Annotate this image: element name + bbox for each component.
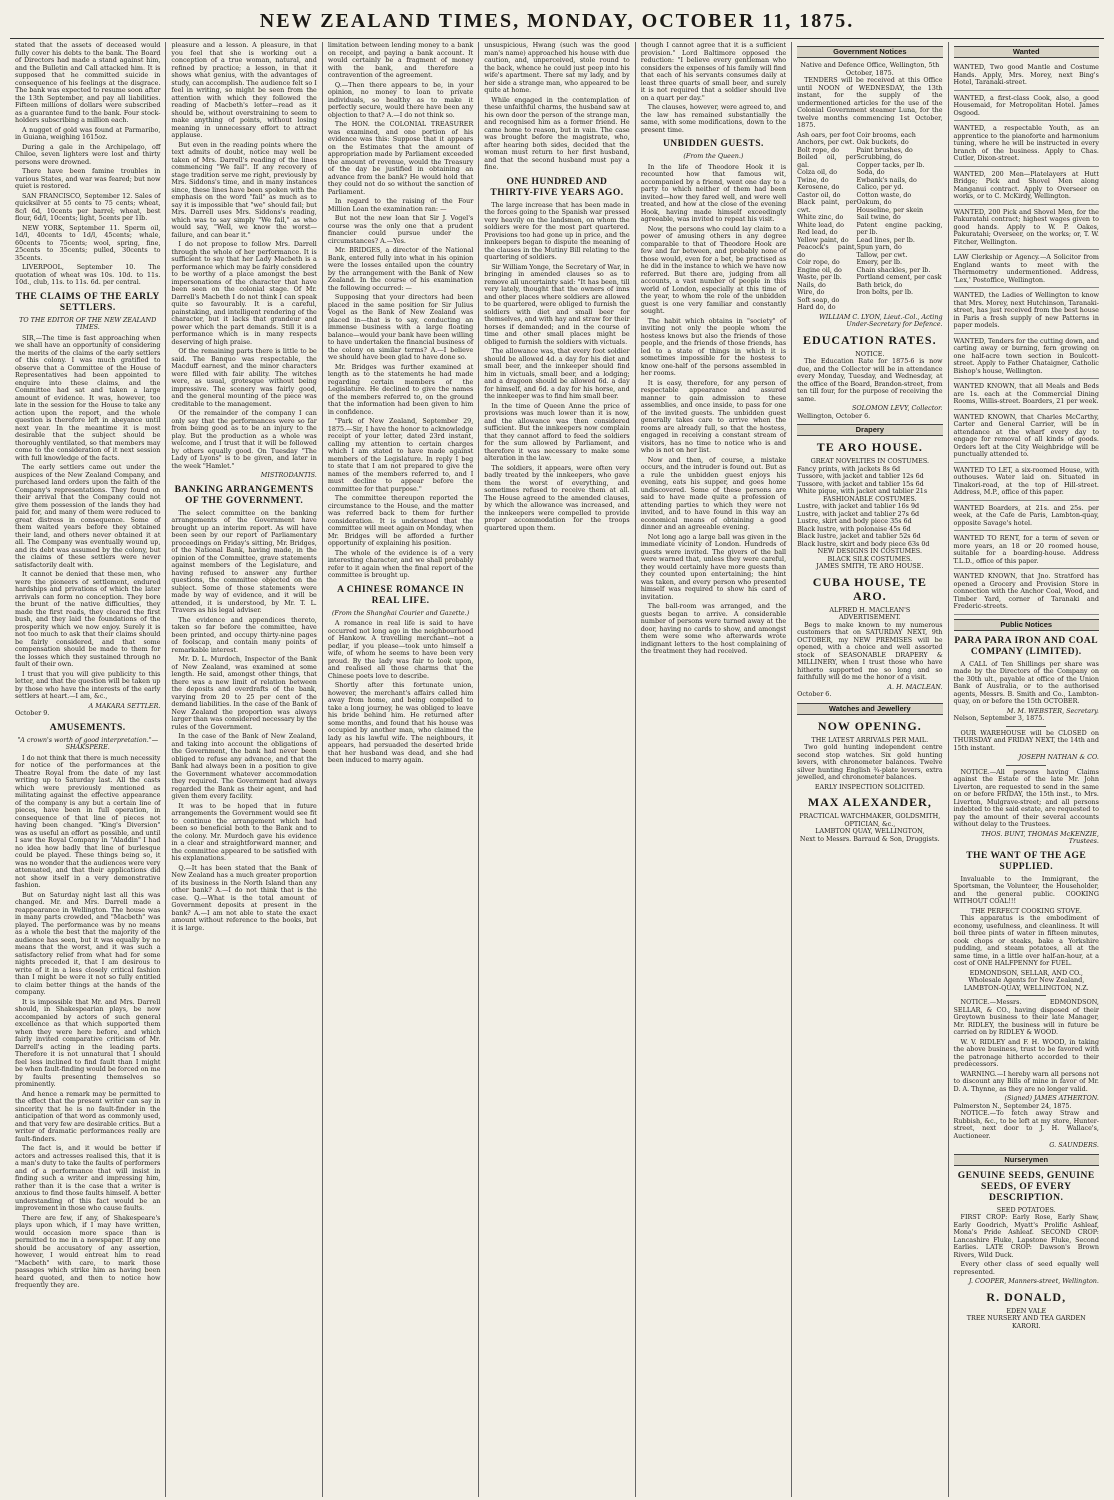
article-text: Q.—It has been stated that the Bank of New Zealand has a much greater proportion of its business in the North Island than any other bank? A.—I do not think that is the case. Q.—What is the total amount of Government deposits at present in the bank? A.—I am not able to state the exact amount without reference to the books, but it is large. [171,863,317,932]
ad-text: Two gold hunting independent centre second stop watches. Six gold hunting levers, with chronometer balances. Twelve silver hunting English ¾-plate levers, extra jewelled, and chronometer balances. [797,743,943,781]
article-text: In the life of Theodore Hook it is recounted how that famous wit, accompanied by a friend, went one day to a party to which neither of them had been invited—how they fared well, and were well treated, and how at the close of the evening Hook, having made himself exceedingly agreeable, was invited to repeat his visit. [640,162,787,223]
ad-signature: G. SAUNDERS. [1049,1141,1099,1149]
ad-signature: THOS. BUNT, THOMAS McKENZIE, Trustees. [981,829,1099,845]
article-headline: ONE HUNDRED AND THIRTY-FIVE YEARS AGO. [490,176,624,198]
article-text: There are few, if any, of Shakespeare's plays upon which, if I may have written, would occasion more space than is permitted to me in a newspaper. If any one should be accusatory of any assertion, however, I would entreat him to read "Macbeth" with care, to mark those passages which strike him as having been heard quoted, and then to notice how frequently they are. [15,1213,161,1289]
article-text: Sir William Yonge, the Secretary of War, in bringing in amended clauses so as to remove all uncertainty said: "It has been, till very lately, thought that the owners of inns and other places where soldiers are allowed to be quartered, were obliged to furnish the soldiers with diet and small beer for themselves, and with hay and straw for their horses if demanded; and in the course of time and other small places might be obliged to furnish the soldiers with victuals. [484,262,630,346]
column-5 [636,42,792,1497]
masthead-rule [10,38,1104,39]
ad-date: Wellington, October 6. [797,411,871,420]
ad-subheading: BLACK SILK COSTUMES. [827,554,913,563]
column-4 [479,42,635,1497]
ad-signature: JOSEPH NATHAN & CO. [1018,753,1099,761]
ad-subheading: ALFRED H. MACLEAN'S [829,605,911,614]
list-item: Colza oil, do [797,168,838,176]
list-item: Bath brick, do [856,280,903,289]
article-text: Now and then, of course, a mistake occurs, and the intruder is found out. But as a rule the unbidden guest enjoys his evening, eats his supper, and goes home undiscovered. Some of these persons are said to have made quite a profession of attending parties to which they were not invited, and to have found in this way an economical means of obtaining a good dinner and an agreeable evening. [640,455,787,531]
article-text: Mr. D. L. Murdoch, Inspector of the Bank of New Zealand, was examined at some length. He said, amongst other things, that there was a new limit of relation between the deposits and overdrafts of the bank, varying from 20 to 25 per cent of the demand liabilities. In the case of the Bank of New Zealand the proportion was always larger than was considered necessary by the rules of the Government. [171,655,317,731]
list-item: Tussore, with jacket and tablier 15s 6d [797,479,924,488]
ad-subheading: THE LATEST ARRIVALS PER MAIL. [811,735,929,744]
ad-signature: SOLOMON LEVY, Collector. [852,404,943,412]
article-text: The fact is, and it would be better if actors and actresses realised this, that it is a man's duty to take the faults of performers and of a performance that will insist in finding such a writer and impressing him, rather than it is the case that a writer is anxious to find those faults himself. A better understanding of this fact would be an improvement in those who cause faults. [15,1144,161,1212]
ad-headline: PARA PARA IRON AND COAL COMPANY (LIMITED). [954,635,1099,657]
article-text: While engaged in the contemplation of these unfaithful charms, the husband saw at his own door the person of the strange man, and recognised him as a former friend. He came home to reason, but in vain. The case was brought before the magistrate, who, after hearing both sides, decided that the woman must return to her first husband, and that the second husband must pay a fine. [484,95,630,171]
ad-subheading: THE PERFECT COOKING STOVE. [970,906,1082,915]
ad-subheading: ADVERTISEMENT. [839,613,901,621]
article-headline: UNBIDDEN GUESTS. [662,139,764,149]
divider [1006,995,1046,996]
list-item: Castor oil, do [797,190,841,199]
tender-items-list [797,132,942,312]
list-item: Waste, per lb. [797,273,842,281]
ad-text: NOTICE.—All persons having Claims against the Estate of the late Mr. John Liverton, are requested to send in the same on or before FRIDAY, the 15th inst., to Mrs. Liverton, Mulgrave-street; and all persons indebted to the said estate, are requested to pay the amount of their several accounts without delay to the Trustees. [953,767,1099,828]
ad-text: This apparatus is the embodiment of economy, usefulness, and cleanliness. It will boil three pints of water in fifteen minutes, cook chops or steaks, bake a Yorkshire pudding, and steam potatoes, all at the same time, in a little over half-an-hour, at a cost of ONE HALFPENNY for FUEL. [953,914,1099,967]
ad-subheading: PRACTICAL WATCHMAKER, GOLDSMITH, OPTICIAN, &c., [799,812,941,828]
letter-date: October 9. [15,709,50,717]
ad-text: WARNING.—I hereby warn all persons not to discount any Bills of mine in favor of Mr. D. A. Thynne, as they are no longer valid. [953,1069,1099,1093]
wanted-ad: WANTED TO RENT, for a term of seven or more years, an 18 or 20 roomed house, suitable for a boarding-house. Address T.L.D., office of this paper. [954,533,1099,569]
ad-signature: JAMES SMITH, TE ARO HOUSE. [816,562,924,570]
column-1 [10,42,166,1497]
article-text: And hence a remark may be permitted to the effect that the present writer can say in sincerity that he is no fault-finder in the anticipation of that word as commonly used, and that very few are desirable critics. But a writer of dramatic performances really are fault-finders. [15,1089,161,1143]
list-item: White lead, do [797,220,844,229]
article-text: But even in the reading points where the text admits of doubt, notice may well be taken of Mrs. Darrell's reading of the lines commencing "We fail". If any recovery of stage tradition serve me right, previously by Mrs. Siddons's time, and in many instances since, these lines have been spoken with the emphasis on the word "fail" as much as to say it is impossible that "we" should fail; but Mrs. Darrell uses Mrs. Siddons's reading, which was to say simply "We fail," as who would say, "Well, we know the worst—failure, and can bear it." [171,140,317,239]
wanted-ad: WANTED KNOWN, that all Meals and Beds are 1s. each at the Commercial Dining Rooms, Willis-street. Boarders, 21 per week. [954,381,1099,410]
article-text: In regard to the raising of the Four Million Loan the examination ran: — [327,197,474,213]
list-item: Portland cement, per cask [856,273,942,281]
article-headline: BANKING ARRANGEMENTS OF THE GOVERNMENT. [174,484,314,506]
article-text: Of the remainder of the company I can only say that the performances were so far from being good as to be an injury to the play. But the production as a whole was welcome, and I trust that it will be followed by others equally good. On Tuesday "The Lady of Lyons" is to be given, and later in the week "Hamlet." [171,409,317,470]
article-text: The soldiers, it appears, were often very badly treated by the innkeepers, who gave them the worst of everything, and sometimes refused to receive them at all. The House agreed to the amended clauses, by which the allowance was increased, and the innkeepers were compelled to provide proper accommodation for the troops quartered upon them. [484,463,630,532]
article-text: though I cannot agree that it is a sufficient provision." Lord Baltimore opposed the reduction: "I believe every gentleman who considers the expenses of his family will find that each of his servants consumes daily at least three quarts of small beer, and surely it is not required that a soldier should live on a quart per day." [640,42,787,102]
ad-signature: J. COOPER, Manners-street, Wellington. [968,1277,1099,1285]
list-item: Anchors, per cwt. [797,138,855,146]
list-item: Peacock's paint, do [797,243,857,259]
list-item: Sail twine, do [856,213,901,221]
list-item: Hard do, do [797,303,836,311]
ad-subheading: EARLY INSPECTION SOLICITED. [814,782,925,791]
wanted-ad: WANTED TO LET, a six-roomed House, with outhouses. Water laid on. Situated in Tinakori-road, at the top of Hill-street. Address, M.P., office of this paper. [954,465,1099,501]
article-text: Mr. Bridges was further examined at length as to the statements he had made regarding certain members of the Legislature. He declined to give the names of the members referred to, on the ground that the information had been given to him in confidence. [327,362,474,416]
article-text: The allowance was, that every foot soldier should be allowed 4d. a day for his diet and small beer, and the innkeeper should find him in victuals, small beer, and a lodging; and a dragoon should be allowed 6d. a day for himself, and 6d. a day for his horse, and the innkeeper was to find him small beer. [484,347,630,400]
article-text: The evidence and appendices thereto, taken so far before the committee, have been printed, and occupy thirty-nine pages of foolscap, and contain many points of remarkable interest. [171,615,317,654]
ad-text: Every other class of seed equally well represented. [953,1260,1099,1276]
article-text: unsuspicious, Hwang (such was the good man's name) approached his house with due caution, and, unperceived, stole round to the back, whence he could just peep into his wife's apartment. There sat my lady, and by her side a strange man, who appeared to be quite at home. [484,42,630,94]
ad-headline: NOW OPENING. [817,718,922,733]
ad-text: Invaluable to the Immigrant, the Sportsman, the Volunteer, the Householder, and the general public. COOKING WITHOUT COAL!!! [953,874,1099,905]
article-text: SAN FRANCISCO, September 12. Sales of quicksilver at 55 cents to 75 cents; wheat, 8c/l 6d, 10cents per barrel; wheat, best flour, 6d/l, 10cents; light, 5cents per 1lb. [15,191,161,222]
list-item: Fancy prints, with jackets 8s 6d [797,464,901,473]
wanted-ad: WANTED Boarders, at 21s. and 25s. per week, at the Cafe de Paris, Lambton-quay, opposite Savage's hotel. [954,503,1099,532]
masthead [10,0,1104,36]
ad-subheading: GREAT NOVELTIES IN COSTUMES. [810,457,930,465]
article-signature: MISTRODANTIS. [260,471,317,479]
article-text: The clauses, however, were agreed to, and the law has remained substantially the same, with some modifications, down to the present time. [640,103,787,134]
tender-items-left [797,132,856,312]
wanted-ad: WANTED, a first-class Cook, also, a good Housemaid, for Metropolitan Hotel. James Osgood. [954,93,1099,122]
list-item: Soda, do [856,168,885,176]
column-7 [949,42,1104,1497]
list-item: Lustre, with jacket and tablier 27s 6d [797,509,920,518]
ad-subheading: SEED POTATOES. [996,1205,1056,1214]
notice-dateline: Native and Defence Office, Wellington, 5th October, 1875. [800,61,940,77]
article-text: The habit which obtains in "society" of inviting not only the people whom the hostess knows but also the friends of those people, and the friends of those friends, has led to a state of things in which it is sometimes impossible for the hostess to know one-half of the persons assembled in her rooms. [640,316,787,377]
column-6 [792,42,948,1497]
article-text: But not the new loan that Sir J. Vogel's course was the only one that a prudent financier could pursue under the circumstances? A.—Yes. [327,214,474,245]
divider [1006,726,1046,727]
ad-text: W. V. RIDLEY and F. H. WOOD, in taking the above business, trust to be favored with the patronage hitherto accorded to their predecessors. [953,1037,1099,1068]
article-headline: AMUSEMENTS. [49,722,126,733]
article-text: stated that the assets of deceased would fully cover his debts to the bank. The Board of Directors had made a stand against him, and the Bulletin and Call attacked him. It is supposed that he committed suicide in consequence of his feelings at the disgrace. The bank was expected to resume soon after the 13th September, and pay all liabilities. Fifteen millions of dollars were subscribed as a guarantee fund to the bank. Four stock-holders subscribing a million each. [15,42,161,124]
ad-headline: GENUINE SEEDS, GENUINE SEEDS, OF EVERY DESCRIPTION. [957,1170,1095,1203]
list-item: Black lustre, jacket and tablier 52s 6d [797,532,921,540]
section-bar-government: Government Notices [797,46,942,58]
article-text: It is impossible that Mr. and Mrs. Darrell should, in Shakespearian plays, be now accompanied by actors of such general excellence as that which supported them when they were here before, and which fairly invited comparative criticism of Mr. Darrell's acting in the leading parts. Therefore it is not unnatural that I should feel less inclined to find fault than I might be when fault-finding would be forced on me by faults presenting themselves so prominently. [15,997,161,1088]
list-item: Soft soap, do [797,295,840,304]
article-text: But on Saturday night last all this was changed. Mr. and Mrs. Darrell made a reappearance in Wellington. The house was in many parts crowded, and "Macbeth" was played. The performance was by no means as a whole the best that the majority of the audience has seen, but it was equally by no means that the worst, and it was such a satisfactory relief from what had for some nights preceded it, that I am desirous to write of it in a less closely critical fashion than I might be were it not so fully entitled to claim better things at the hands of the company. [15,890,161,996]
list-item: Tallow, per cwt. [856,250,908,259]
article-text: Shortly after this fortunate union, however, the merchant's affairs called him away from home, and being compelled to take a long journey, he was obliged to leave his bride behind him. He returned after some months, and found that his house was occupied by another man, who claimed the lady as his lawful wife. The neighbours, it appears, had persuaded the deserted bride that her husband was dead, and she had been induced to marry again. [327,681,474,764]
list-item: Copper tacks, per lb. [856,160,925,169]
list-item: White zinc, do [797,213,844,221]
list-item: Coir brooms, each [856,130,916,139]
list-item: Coir rope, do [797,258,840,266]
article-text: The large increase that has been made in the forces going to the Spanish war pressed very heavily on the landsmen, on whom the soldiers were for the most part quartered. Provisions too had gone up in price, and the innkeepers began to dispute the meaning of the clauses in the Mutiny Bill relating to the quartering of soldiers. [484,200,630,261]
ad-text: A CALL of Ten Shillings per share was made by the Directors of the Company on the 30th ult., payable at office of the Union Bank of Australia, or to the authorised agents, Messrs. B. Smith and Co., Lambton-quay, on or before the 15th OCTOBER. [953,659,1099,705]
section-bar-public-notices: Public Notices [954,619,1099,631]
article-text: LIVERPOOL, September 10. The quotation of wheat was 10s. 10d. to 11s. 10d., club, 11s. to 11s. 6d. per central. [15,263,161,286]
notice-text: TENDERS will be received at this Office until NOON of WEDNESDAY, the 13th instant, for the supply of the undermentioned articles for the use of the Colonial Government steamer Luna, for the twelve months commencing 1st October, 1875. [797,76,943,129]
list-item: Calico, per yd. [856,183,904,191]
wanted-ad: LAW Clerkship or Agency.—A Solicitor from England wants to meet with the Thermometry undermentioned. Address, 'Lex,' Postoffice, Wellington. [954,252,1099,288]
columns [10,42,1104,1497]
letter-signature: A MAKARA SETTLER. [88,701,161,710]
list-item: Chain shackles, per lb. [856,265,931,274]
article-text: In the time of Queen Anne the price of provisions was much lower than it is now, and the allowance was then considered sufficient. But the innkeepers now complain that they cannot afford to feed the soldiers for the sum allowed by Parliament, and therefore it was necessary to make some alteration in the law. [484,401,630,462]
wanted-ad: WANTED, Two good Mantle and Costume Hands. Apply, Mrs. Morey, next Bing's Hotel, Taranaki-street. [954,62,1099,91]
list-item: Spun yarn, do [856,243,902,251]
article-text: The select committee on the banking arrangements of the Government have brought up an interim report. As will have been seen by our report of Parliamentary proceedings on Friday's sitting, Mr. Bridges, of the National Bank, having made, in the opinion of the Committee, grave statements against members of the Legislature, and having refused to answer any further questions, the committee objected on the subject. Some of those statements were made by way of evidence, and it will be attended, it is understood, by Mr. T. L. Travers as his legal adviser. [171,508,317,614]
ad-headline: R. DONALD, [986,1289,1067,1304]
article-text: Not long ago a large ball was given in the immediate vicinity of London. Hundreds of guests were invited. The givers of the ball were warned that, unless they were careful, they would certainly have more guests than they counted upon entertaining; the hint was taken, and every person who presented himself was required to show his card of invitation. [640,532,787,601]
article-text: There have been famine troubles in various States, and war was feared; but now quiet is restored. [15,167,161,190]
notice-signature: WILLIAM C. LYON, Lieut.-Col., Acting Under-Secretary for Defence. [819,312,943,328]
column-2 [166,42,322,1497]
masthead-title: NEW ZEALAND TIMES, MONDAY, OCTOBER 11, 1875. [259,10,855,32]
article-text: NEW YORK, September 11. Sperm oil, 1d/l, 40cents to 1d/l, 45cents; whale, 60cents to 75cents; wool, spring, fine, 25cents to 35cents; pulled, 30cents to 35cents. [15,223,161,262]
price-list [797,503,942,548]
divider [1006,765,1046,766]
list-item: Emery, per lb. [856,258,902,266]
wanted-ad: WANTED KNOWN, that Jno. Stratford has opened a Grocery and Provision Store in connection with the Anchor Coal, Wood, and Timber Yard, corner of Taranaki and Frederic-streets. [954,571,1099,615]
ad-date: October 6. [797,690,832,698]
list-item: Lead lines, per lb. [856,235,915,244]
article-text: The early settlers came out under the auspices of the New Zealand Company, and purchased land orders upon the faith of the Company's representations. They found on their arrival that the Company could not give them possession of the lands they had paid for, and many of them were reduced to great distress in consequence. Some of them waited years before they obtained their land, and others never obtained it at all. The Company was eventually wound up, and its debt was assumed by the colony, but the claims of these settlers were never satisfactorily dealt with. [15,463,161,569]
list-item: Wire, do [797,288,825,296]
article-text: The ball-room was arranged, and the guests began to arrive. A considerable number of persons were turned away at the door, having no cards to show, and amongst them were some who afterwards wrote indignant letters to the host complaining of the treatment they had received. [640,602,787,655]
section-bar-nurserymen: Nurserymen [954,1154,1099,1166]
article-text: A nugget of gold was found at Parmaribo, in Guiana, weighing 1615oz. [15,125,161,141]
article-text: limitation between lending money to a bank on receipt, and paying a bank account. It would certainly be a fragment of money with the bank, and therefore a contravention of the agreement. [327,42,474,79]
list-item: Bolt rope, do [797,145,840,154]
list-item: Black lustre, skirt and body piece 63s 0d [797,539,930,548]
ad-signature: EDMONDSON, SELLAR, AND CO., Wholesale Agents for New Zealand, LAMBTON-QUAY, WELLINGTON, N.Z. [963,968,1089,992]
ad-signature: (Signed) JAMES ATHERTON. [1004,1094,1099,1102]
ad-signature: A. H. MACLEAN. [887,682,943,691]
list-item: Yellow paint, do [797,235,849,244]
section-bar-drapery: Drapery [797,424,942,436]
list-item: Red lead, do [797,228,838,236]
article-text: The HON. the COLONIAL TREASURER was examined, and one portion of his evidence was this: Suppose that it appears on the Estimates that the amount of appropriation made by Parliament exceeded the amount of revenue, would the Treasury of the day be justified in obtaining an advance from the bank? He would hold that they could not do so without the sanction of Parliament. [327,120,474,196]
ad-text: OUR WAREHOUSE will be CLOSED on THURSDAY and FRIDAY NEXT, the 14th and 15th instant. [953,728,1099,752]
ad-text: NOTICE.—To fetch away Straw and Rubbish, &c., to be left at my store, Hunter-street, next door to J. H. Wallace's, Auctioneer. [953,1109,1099,1140]
article-source: (From the Shanghai Courier and Gazette.) [331,608,470,617]
article-text: The committee thereupon reported the circumstance to the House, and the matter was referred back to them for further consideration. It is understood that the committee will meet again on Monday, when Mr. Bridges will be afforded a further opportunity of explaining his position. [327,494,474,547]
ad-signature: M. M. WEBSTER, Secretary. [1006,706,1099,715]
article-text: Mr. BRIDGES, a director of the National Bank, entered fully into what in his opinion were the losses entailed upon the country by the arrangement with the Bank of New Zealand. In the course of his examination the following occurred: — [327,246,474,292]
ad-text: The Education Rate for 1875-6 is now due, and the Collector will be in attendance every Monday, Tuesday, and Wednesday, at the office of the Board, Brandon-street, from ten till four, for the purpose of receiving the same. [797,357,943,403]
ad-text: Begs to make known to my numerous customers that on SATURDAY NEXT, 9th OCTOBER, my NEW PREMISES will be opened, with a choice and well assorted stock of SEASONABLE DRAPERY & MILLINERY, when I trust those who have hitherto supported me so long and so faithfully will do me the honor of a visit. [797,620,943,681]
ad-date: Nelson, September 3, 1875. [953,714,1045,722]
ad-subheading: NOTICE. [855,349,885,358]
list-item: Twine, do [797,175,829,184]
ad-headline: MAX ALEXANDER, [807,795,932,809]
wanted-ad: WANTED, 200 Men—Platelayers at Hutt Bridge; Pick and Shovel Men along Manganui contract. Apply to Overseer on works, or to C. McKirdy, Wellington. [954,169,1099,205]
article-text: I do not propose to follow Mrs. Darrell through the whole of her performance. It is sufficient to say that her Lady Macbeth is a performance which may be fairly considered to be worthy of a place amongst the best impersonations of the character that have been seen on the colonial stage. Of Mr. Darrell's Macbeth I do not think I can speak quite so favourably. It is a careful, painstaking, and intelligent rendering of the character, but it lacks that grandeur and power which the part demands. Still it is a performance which is in many respects deserving of high praise. [171,240,317,346]
article-text: It was to be hoped that in future arrangements the Government would see fit to continue the arrangement which had been so beneficial both to the Bank and to the colony. Mr. Murdoch gave his evidence in a clear and straightforward manner, and the committee appeared to be satisfied with his explanations. [171,801,317,862]
article-text: Q.—Then there appears to be, in your opinion, no money to loan to private individuals, so healthy as to make it perfectly secure, would there have been any objection to that? A.—I do not think so. [327,80,474,119]
wanted-ads [954,62,1099,615]
list-item: Ash oars, per foot [797,130,855,139]
article-motto: "A crown's worth of good interpretation."—SHAKSPERE. [17,735,159,751]
article-text: It cannot be denied that these men, who were the pioneers of settlement, endured hardships and privations of which the later arrivals can form no conception. They bore the brunt of the native difficulties, they made the first roads, they cleared the first bush, and they laid the foundations of the prosperity which we now enjoy. Surely it is not too much to ask that their claims should be fairly considered, and that some compensation should be made to them for the losses which they sustained through no fault of their own. [15,570,161,668]
ad-address: LAMBTON QUAY, WELLINGTON, [815,827,925,835]
list-item: Black lustre, with polonaise 45s 6d [797,524,911,533]
ad-subheading: NEW DESIGNS IN COSTUMES. [817,547,922,555]
list-item: Oak buckets, do [856,138,909,146]
list-item: Ewbank's nails, do [856,175,917,184]
ad-headline: EDUCATION RATES. [803,332,937,347]
list-item: Cotton waste, do [856,190,912,199]
article-text: In the case of the Bank of New Zealand, and taking into account the obligations of the Government, the bank had never been obliged to refuse any advance, and that the Bank had always been in a position to give the Government whatever accommodation they required. The Government had always regarded the Bank as their agent, and had given them every facility. [171,732,317,800]
article-source: (From the Queen.) [683,152,744,160]
section-bar-watches: Watches and Jewellery [797,703,942,715]
section-bar-wanted: Wanted [954,46,1099,58]
article-text: pleasure and a lesson. A pleasure, in that you feel that she is working out a conception of a true woman, natural, and refined by practice; a lesson, in that it shows what genius, with the advantages of study, can accomplish. The audience felt so I feel in writing, so might be seen from the attention with which they followed the reading of Macbeth's letter—read as it should be, without overstraining to seem to make anything of points, without losing meaning in unnecessary effort to attract applause. [171,42,317,139]
wanted-ad: WANTED KNOWN, that Charles McCarthy, Carter and General Carrier, will be in attendance at the wharf every day to engage for removal of all kinds of goods. Orders left at the City Weighbridge will be punctually attended to. [954,412,1099,463]
article-text: "Park of New Zealand, September 29, 1875.—Sir, I have the honor to acknowledge receipt of your letter, dated 23rd instant, calling my attention to certain charges which I am stated to have made against members of the Legislature. In reply I beg to state that I am not prepared to give the names of the members referred to, and I must decline to appear before the committee for that purpose." [327,417,474,493]
article-text: Now, the persons who could lay claim to a power of amusing others in any degree comparable to that of Theodore Hook are few and far between, and probably none of those would, even for a bet, be practised as he did in the instance to which we have now referred. But there are, judging from all accounts, a vast number of people in this world of London, especially at this time of the year, to whom the role of the unbidden guest is one very familiar and constantly sought. [640,224,787,315]
ad-subheading: FASHIONABLE COSTUMES. [823,494,917,503]
wanted-ad: WANTED, the Ladies of Wellington to know that Mrs. Morey, next Hutchinson, Taranaki-street, has just received from the best house in Paris a fresh supply of new Patterns in paper models. [954,290,1099,334]
list-item: Oakum, do [856,198,892,206]
list-item: Paint brushes, do [856,145,913,154]
list-item: Engine oil, do [797,265,842,274]
ad-subheading: TREE NURSERY AND TEA GARDEN KARORI. [966,1314,1086,1330]
ad-subheading: EDEN VALE [1006,1306,1047,1315]
article-headline: A CHINESE ROMANCE IN REAL LIFE. [337,584,465,606]
list-item: Lustre, with jacket and tablier 16s 9d [797,502,920,510]
article-text: During a gale in the Archipelago, off Chiloe, seven lighters were lost and thirty persons were drowned. [15,142,161,166]
ad-address-note: Next to Messrs. Barraud & Son, Druggists. [799,834,940,843]
ad-headline: THE WANT OF THE AGE SUPPLIED. [966,850,1087,872]
list-item: Nails, do [797,280,826,289]
article-text: The whole of the evidence is of a very interesting character, and we shall probably refer to it again when the final report of the committee is brought up. [327,548,474,579]
article-headline: THE CLAIMS OF THE EARLY SETTLERS. [15,291,160,313]
article-text: Supposing that your directors had been placed in the same position for Sir Julius Vogel as the Bank of New Zealand was placed in—that is to say, conducting an immense business with a large floating balance—would your bank have been willing to have undertaken the financial business of the colony on similar terms? A.—I believe we should have been glad to have done so. [327,293,474,361]
list-item: White pique, with jacket and tablier 21s [797,487,928,495]
list-item: Patent engine packing, per lb. [856,220,943,236]
article-text: I do not think that there is much necessity for notice of the performances at the Theatre Royal from the date of my last writing up to Saturday last. All the casts which were previously mentioned as militating against the effective appearance of the company is any but a certain line of pieces, have been in full operation, in consequence of that line of pieces not having been changed. "King's Diversion" was as useful an effort as possible, and until I saw the Royal Company in "Aladdin" I had no idea how badly that line of burlesque could be played. These things being so, it was no wonder that the audiences were very attenuated, and that their applications did not show itself in a very demonstrative fashion. [15,753,161,889]
ad-date: Palmerston N., September 24, 1875. [953,1101,1072,1110]
ad-headline: TE ARO HOUSE. [816,440,923,454]
list-item: Scrubbing, do [856,153,903,161]
tender-items-right [856,132,942,312]
article-text: It is easy, therefore, for any person of respectable appearance and assured manner to gain admission to these assemblies, and once inside, to pass for one of the invited guests. The unbidden guest generally takes care to arrive when the rooms are already full, so that the hostess, engaged in receiving a constant stream of visitors, has no time to notice who is and who is not on her list. [640,378,787,454]
ad-headline: CUBA HOUSE, TE ARO. [812,574,927,603]
article-text: I trust that you will give publicity to this letter, and that the question will be taken up by those who have the interests of the early settlers at heart.—I am, &c., [15,669,161,700]
list-item: Iron bolts, per lb. [856,288,914,296]
ad-text: NOTICE.—Messrs. EDMONDSON, SELLAR, & CO., having disposed of their Greytown business to their late Manager, Mr. RIDLEY, the business will in future be carried on by RIDLEY & WOOD. [953,998,1099,1036]
article-text: Of the remaining parts there is little to be said. The Banquo was respectable, the Macduff earnest, and the minor characters were filled with fair ability. The witches were, as usual, grotesque without being impressive. The scenery was fairly good, and the general mounting of the piece was creditable to the management. [171,347,317,408]
price-list [797,466,942,496]
wanted-ad: WANTED, Tenders for the cutting down, and carting away or burning, fern growing on one half-acre town section in Boulcott-street. Apply to Father Chataigner, Catholic Bishop's house, Wellington. [954,336,1099,380]
ad-text: FIRST CROP: Early Rose, Early Shaw, Early Goodrich, Myatt's Prolific Ashleaf, Mona's Pride Ashleaf. SECOND CROP: Lancashire Fluke, Lapstone Fluke, Second Earlies. LATE CROP: Dawson's Brown Rivers, Wild Duck. [953,1213,1099,1259]
list-item: Kerosene, do [797,183,840,191]
list-item: Lustre, skirt and body piece 35s 6d [797,517,912,525]
list-item: Houseline, per skein [856,205,924,214]
article-text: A romance in real life is said to have occurred not long ago in the neighbourhood of Hankow. A travelling merchant—not a pedlar, if you please—took unto himself a wife, of whom he seems to have been very proud. By the lady was fair to look upon, and realised all those charms that the Chinese poets love to describe. [327,619,474,680]
list-item: Tussore, with jacket and tablier 12s 6d [797,472,924,480]
article-subheading: TO THE EDITOR OF THE NEW ZEALAND TIMES. [19,315,157,331]
article-text: SIR,—The time is fast approaching when we shall have an opportunity of considering the merits of the claims of the early settlers of this colony. I was much gratified to observe that a Committee of the House of Representatives had been appointed to enquire into these claims, and the Committee had sat and taken a large amount of evidence. It was, however, too late in the session for the House to take any action upon the report, and the whole question is therefore left in abeyance until next year. In the meantime it is most desirable that the subject should be thoroughly ventilated, so that members may come to the consideration of it next session with full knowledge of the facts. [15,333,161,462]
wanted-ad: WANTED, a respectable Youth, as an apprentice to the pianoforte and harmonium tuning, where he will be instructed in every branch of the business. Apply to Chas. Cutler, Dixon-street. [954,123,1099,167]
column-3 [323,42,479,1497]
list-item: Boiled oil, per gal. [797,153,857,169]
wanted-ad: WANTED, 200 Pick and Shovel Men, for the Pakuratahi contract; highest wages given to good hands. Apply to W. P. Oakes, Pakuratahi; Overseer, on the works; or, T. W. Fitcher, Wellington. [954,207,1099,251]
list-item: Black paint, per cwt. [797,198,857,214]
